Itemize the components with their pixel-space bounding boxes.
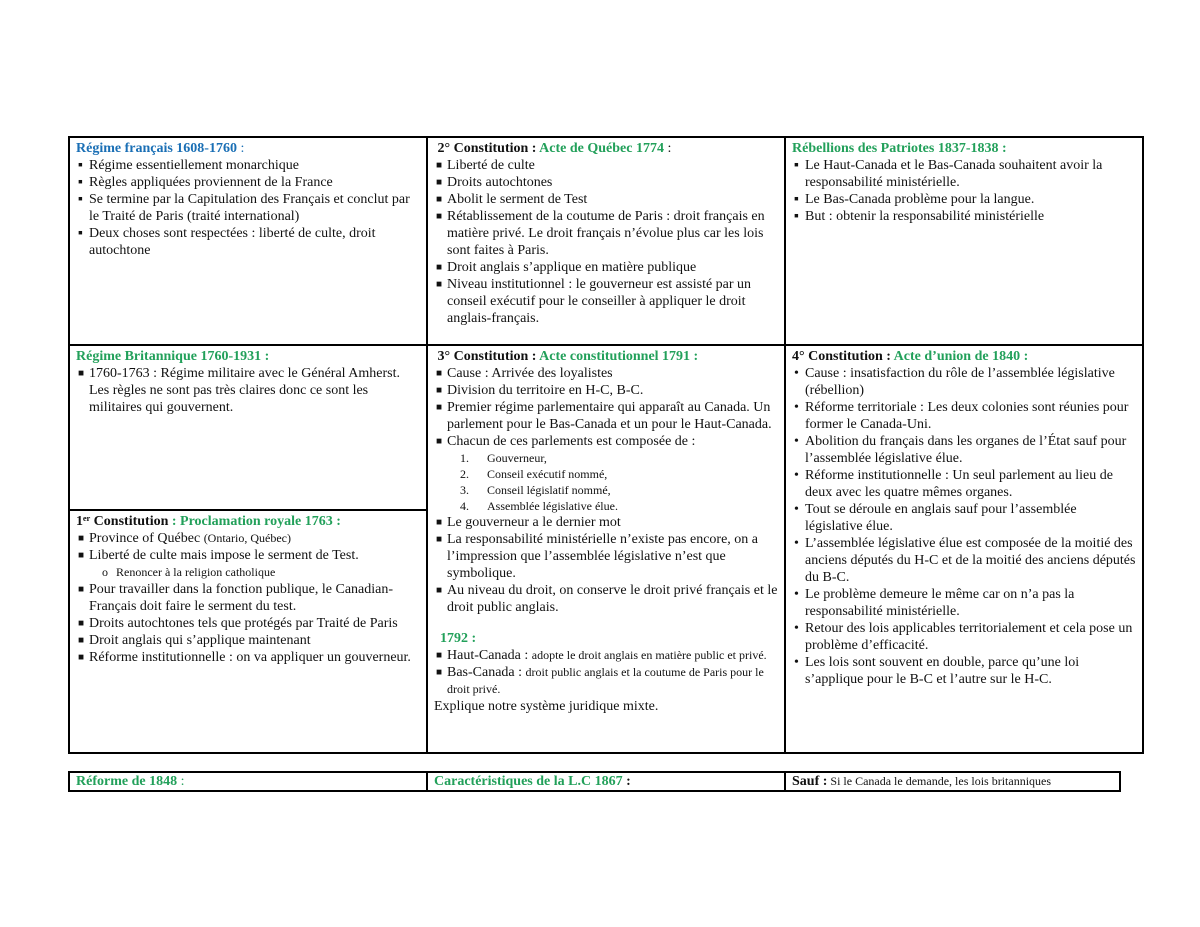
list-sub-item: o Renoncer à la religion catholique	[102, 565, 276, 579]
list-item: • Cause : insatisfaction du rôle de l’assemblée législative (rébellion)	[794, 366, 1115, 398]
list-item: ■ Droit anglais s’applique en matière publique	[436, 260, 697, 275]
list-item: ■ Pour travailler dans la fonction publique, le Canadian-Français doit faire le serment du test.	[78, 582, 394, 614]
cell-constitution-4	[784, 344, 1144, 754]
cell-constitution-1	[68, 509, 428, 754]
list-item: ▪ Le Bas-Canada problème pour la langue.	[794, 192, 1035, 207]
year-1792-heading: 1792 :	[440, 631, 477, 646]
list-item: ▪ Se termine par la Capitulation des Français et conclut par le Traité de Paris (traité international)	[78, 192, 410, 224]
list-item: ■ Abolit le serment de Test	[436, 192, 588, 207]
list-item: ■ Division du territoire en H-C, B-C.	[436, 383, 644, 398]
list-item: ■ Cause : Arrivée des loyalistes	[436, 366, 613, 381]
list-item: • Les lois sont souvent en double, parce qu’une loi s’applique pour le B-C et l’autre sur le H-C.	[794, 655, 1080, 687]
cell-reforme-1848: Réforme de 1848 :	[68, 771, 428, 792]
cell-sauf: Sauf : Si le Canada le demande, les lois britanniques	[784, 771, 1121, 792]
numbered-item: 4. Assemblée législative élue.	[460, 499, 618, 513]
list-item: ■ Droits autochtones	[436, 175, 553, 190]
list-item: ■ Haut-Canada : adopte le droit anglais en matière public et privé.	[436, 648, 767, 663]
numbered-item: 3. Conseil législatif nommé,	[460, 483, 611, 497]
cell-constitution-3	[426, 344, 786, 754]
cell-rebellions	[784, 136, 1144, 346]
list-item: • Retour des lois applicables territorialement et cela pose un problème d’efficacité.	[794, 621, 1133, 653]
list-item: ■ Réforme institutionnelle : on va appliquer un gouverneur.	[78, 650, 411, 665]
list-item: ■ Province of Québec (Ontario, Québec)	[78, 531, 291, 546]
list-item: ▪ Deux choses sont respectées : liberté de culte, droit autochtone	[78, 226, 376, 258]
regime-francais-title: Régime français 1608-1760 :	[76, 141, 245, 156]
const3-title: 3° Constitution : Acte constitutionnel 1791 :	[437, 349, 699, 364]
list-item: ▪ But : obtenir la responsabilité ministérielle	[794, 209, 1045, 224]
numbered-item: 1. Gouverneur,	[460, 451, 547, 465]
list-item: ■ Rétablissement de la coutume de Paris : droit français en matière privé. Le droit français n’évolue plus car les lois sont faites à Paris.	[436, 209, 765, 258]
list-item: ■ Bas-Canada : droit public anglais et la coutume de Paris pour le droit privé.	[436, 665, 764, 696]
rebellions-title: Rébellions des Patriotes 1837-1838 :	[792, 141, 1007, 156]
cell-constitution-2	[426, 136, 786, 346]
cell-regime-francais	[68, 136, 428, 346]
list-item: ■ La responsabilité ministérielle n’existe pas encore, on a l’impression que l’assemblée législative n’est que symbolique.	[436, 532, 759, 581]
list-item: ■ Liberté de culte mais impose le serment de Test.	[78, 548, 359, 563]
list-item: ▪ Le Haut-Canada et le Bas-Canada souhaitent avoir la responsabilité ministérielle.	[794, 158, 1103, 190]
list-item: ■ Au niveau du droit, on conserve le droit privé français et le droit public anglais.	[436, 583, 778, 615]
list-item: • Réforme territoriale : Les deux colonies sont réunies pour former le Canada-Uni.	[794, 400, 1129, 432]
const4-title: 4° Constitution : Acte d’union de 1840 :	[792, 349, 1029, 364]
list-item: • Tout se déroule en anglais sauf pour l’assemblée législative élue.	[794, 502, 1077, 534]
list-item: • Abolition du français dans les organes de l’État sauf pour l’assemblée législative élue.	[794, 434, 1127, 466]
list-item: ■ Droit anglais qui s’applique maintenant	[78, 633, 311, 648]
numbered-list	[434, 450, 778, 514]
list-item: ■ Le gouverneur a le dernier mot	[436, 515, 621, 530]
list-item: • Réforme institutionnelle : Un seul parlement au lieu de deux avec les quatre mêmes organes.	[794, 468, 1113, 500]
cell-regime-britannique	[68, 344, 428, 511]
numbered-item: 2. Conseil exécutif nommé,	[460, 467, 608, 481]
closing-text: Explique notre système juridique mixte.	[434, 699, 659, 714]
list-item: ■ Chacun de ces parlements est composée de :	[436, 434, 696, 449]
list-item: ■ 1760-1763 : Régime militaire avec le Général Amherst. Les règles ne sont pas très claires donc ce sont les militaires qui gouvernent.	[78, 366, 401, 415]
list-item: ▪ Régime essentiellement monarchique	[78, 158, 299, 173]
list-item: ▪ Règles appliquées proviennent de la France	[78, 175, 333, 190]
list-item: • L’assemblée législative élue est composée de la moitié des anciens députés du H-C et de la moitié des anciens députés du B-C.	[794, 536, 1136, 585]
list-item: ■ Premier régime parlementaire qui apparaît au Canada. Un parlement pour le Bas-Canada et un pour le Haut-Canada.	[436, 400, 772, 432]
const1-title: 1ᵉʳ Constitution : Proclamation royale 1763 :	[76, 514, 341, 529]
regime-britannique-title: Régime Britannique 1760-1931 :	[76, 349, 270, 364]
list-item: ■ Niveau institutionnel : le gouverneur est assisté par un conseil exécutif pour le conseiller à appliquer le droit anglais-français.	[436, 277, 752, 326]
const2-title: 2° Constitution : Acte de Québec 1774 :	[437, 141, 672, 156]
cell-caracteristiques: Caractéristiques de la L.C 1867 :	[426, 771, 786, 792]
list-item: ■ Droits autochtones tels que protégés par Traité de Paris	[78, 616, 398, 631]
list-item: ■ Liberté de culte	[436, 158, 535, 173]
list-item: • Le problème demeure le même car on n’a pas la responsabilité ministérielle.	[794, 587, 1075, 619]
